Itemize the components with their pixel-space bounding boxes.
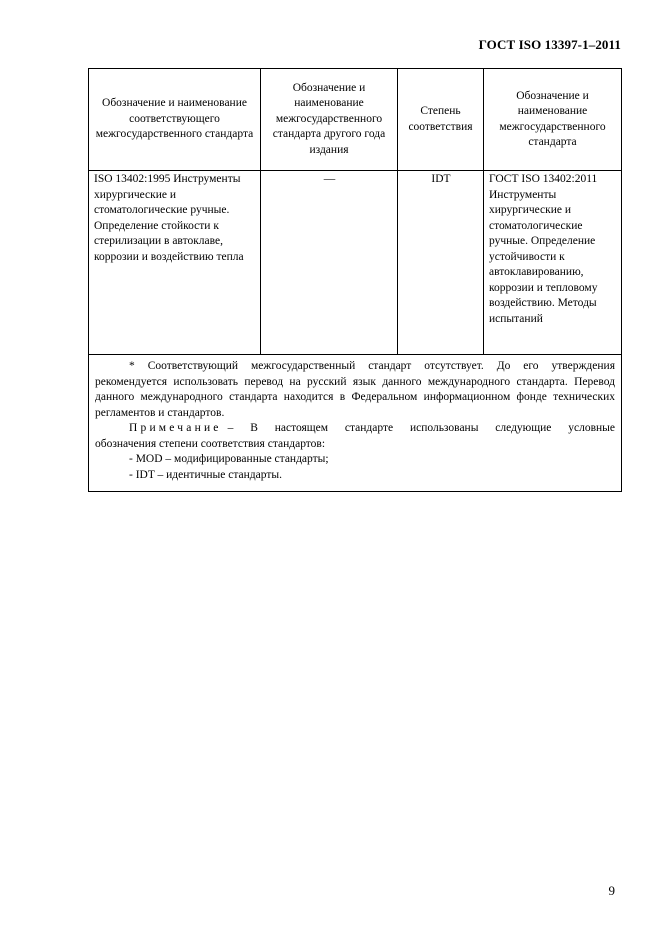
column-header-interstate-standard: Обозначение и наименование межгосударственного стандарта xyxy=(484,69,622,171)
cell-other-year-standard: — xyxy=(261,171,398,355)
note-text-start: – В настоящем стандарте использованы следующие условные xyxy=(227,422,615,434)
notes-row xyxy=(89,355,622,492)
cell-degree: IDT xyxy=(398,171,484,355)
column-header-other-year-standard: Обозначение и наименование межгосударственного стандарта другого года издания xyxy=(261,69,398,171)
notes-cell xyxy=(89,355,622,492)
note-label: Примечание xyxy=(129,422,222,434)
page-number: 9 xyxy=(608,883,615,898)
list-item-mod: - MOD – модифицированные стандарты; xyxy=(129,453,329,465)
note-text-end: обозначения степени соответствия стандартов: xyxy=(95,437,326,450)
cell-interstate-standard: ГОСТ ISO 13402:2011 Инструменты хирургические и стоматологические ручные. Определение устойчивости к автоклавированию, коррозии и тепловому воздействию. Методы испытаний xyxy=(484,171,622,355)
list-item-idt: - IDT – идентичные стандарты. xyxy=(129,468,282,481)
note-line xyxy=(95,421,615,437)
column-header-degree-of-correspondence: Степень соответствия xyxy=(398,69,484,171)
cell-international-standard: ISO 13402:1995 Инструменты хирургические и стоматологические ручные. Определение стойкости к стерилизации в автоклаве, коррозии и воздействию тепла xyxy=(89,171,261,355)
table-row xyxy=(89,171,622,355)
table-header-row xyxy=(89,69,622,171)
correspondence-table xyxy=(88,68,622,492)
document-header: ГОСТ ISO 13397-1–2011 xyxy=(478,37,621,52)
footnote-text: * Соответствующий межгосударственный стандарт отсутствует. До его утверждения рекомендуется использовать перевод на русский язык данного международного стандарта. Перевод данного международного стандарта находится в Федеральном информационном фонде технических регламентов и стандартов. xyxy=(95,360,615,419)
column-header-corresponding-standard: Обозначение и наименование соответствующего межгосударственного стандарта xyxy=(89,69,261,171)
